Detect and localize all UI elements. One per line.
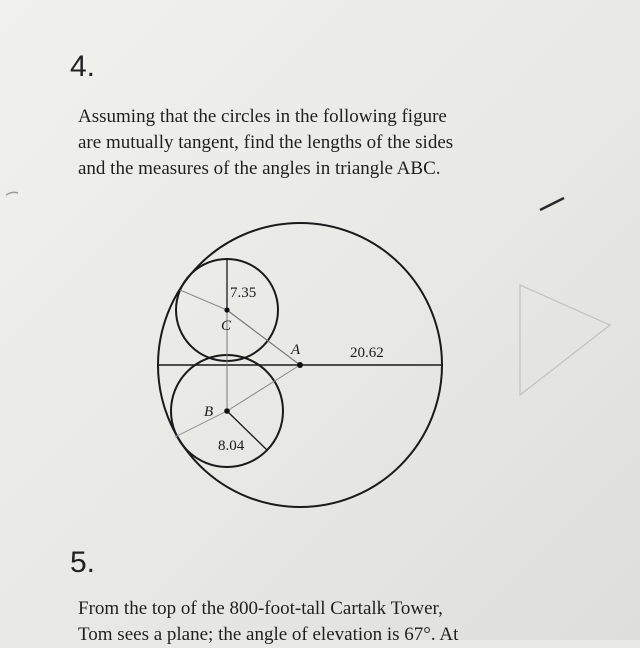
problem-4-line: and the measures of the angles in triangle ABC. — [78, 158, 441, 179]
radius-b-value: 8.04 — [218, 438, 245, 454]
problem-5-text — [78, 596, 598, 648]
problem-5-number: 5. — [70, 546, 96, 579]
point-b — [224, 408, 230, 414]
label-a: A — [291, 342, 301, 358]
problem-5-line: From the top of the 800-foot-tall Cartalk Tower, — [78, 598, 443, 619]
problem-5-line: Tom sees a plane; the angle of elevation is 67°. At — [78, 624, 459, 645]
label-b: B — [204, 404, 214, 420]
pencil-mark — [6, 192, 18, 195]
problem-4-number: 4. — [70, 50, 96, 83]
problem-4-line: Assuming that the circles in the following figure — [78, 106, 447, 127]
point-c — [224, 307, 229, 312]
pencil-line — [175, 411, 227, 437]
pen-stroke-mark — [540, 198, 564, 210]
label-c: C — [221, 318, 232, 334]
radius-c-value: 7.35 — [230, 285, 257, 301]
point-a — [297, 362, 303, 368]
pencil-line — [180, 290, 227, 310]
segment-ba — [227, 365, 300, 411]
radius-a-value: 20.62 — [350, 345, 384, 361]
problem-4-line: are mutually tangent, find the lengths of the sides — [78, 132, 454, 153]
erased-triangle-sketch — [520, 285, 610, 395]
